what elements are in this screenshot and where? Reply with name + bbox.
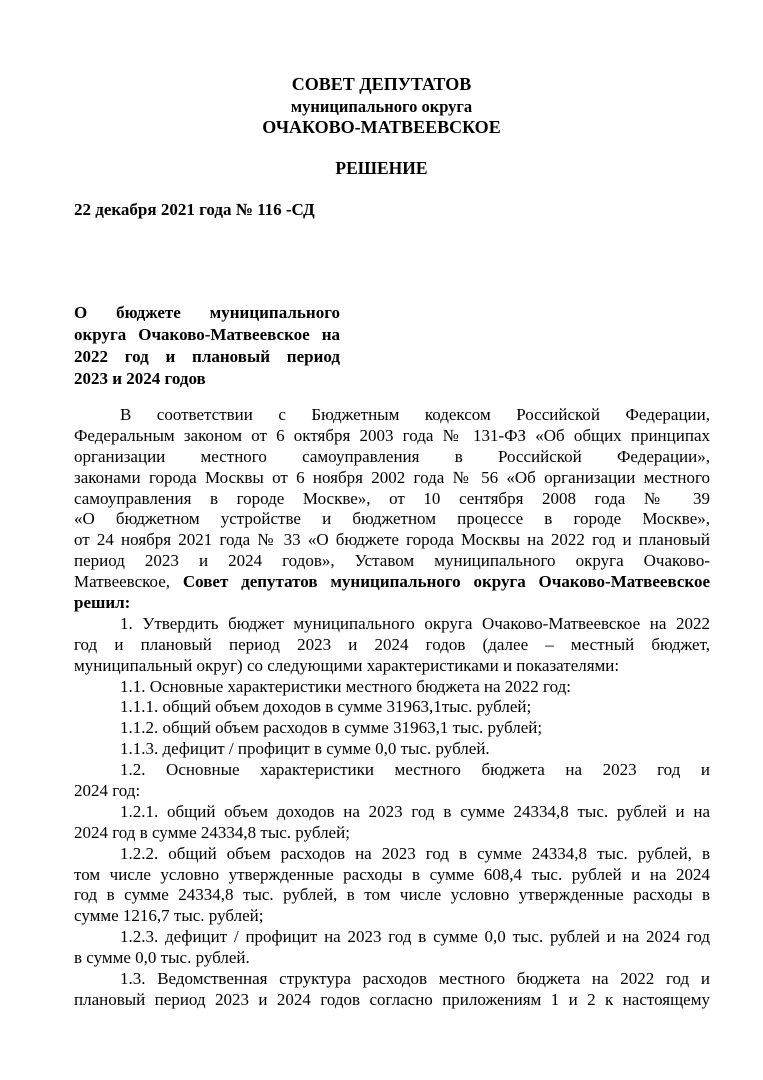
preamble-line: Федеральным законом от 6 октября 2003 года № 131-ФЗ «Об общих принципах [74, 425, 710, 445]
item-1-3-cont: плановый период 2023 и 2024 годов согласно приложениям 1 и 2 к настоящему [74, 989, 710, 1009]
preamble-line: самоуправления в городе Москве», от 10 сентября 2008 года № 39 [74, 488, 710, 508]
item-1-1-2: 1.1.2. общий объем расходов в сумме 31963,1 тыс. рублей; [120, 718, 543, 738]
preamble-line: «О бюджетном устройстве и бюджетном процессе в городе Москве», [74, 509, 710, 529]
item-1-3: 1.3. Ведомственная структура расходов местного бюджета на 2022 год и [120, 969, 710, 989]
preamble-line: период 2023 и 2024 годов», Уставом муниципального округа Очаково- [74, 551, 710, 571]
district-name: ОЧАКОВО-МАТВЕЕВСКОЕ [262, 117, 501, 137]
document-type: РЕШЕНИЕ [335, 158, 428, 178]
preamble-line [74, 572, 710, 593]
item-1-line: 1. Утвердить бюджет муниципального округа Очаково-Матвеевское на 2022 [120, 613, 710, 633]
item-1-2-2-cont: год в сумме 24334,8 тыс. рублей, в том числе условно утвержденные расходы в [74, 885, 710, 905]
council-subtitle: муниципального округа [290, 97, 473, 116]
preamble-line: законами города Москвы от 6 ноября 2002 года № 56 «Об организации местного [74, 467, 710, 487]
item-1-2-3: 1.2.3. дефицит / профицит на 2023 год в сумме 0,0 тыс. рублей и на 2024 год [120, 927, 710, 947]
item-1-1-3: 1.1.3. дефицит / профицит в сумме 0,0 тыс. рублей. [120, 739, 490, 759]
item-1-2-1: 1.2.1. общий объем доходов на 2023 год в сумме 24334,8 тыс. рублей и на [120, 801, 710, 821]
council-title: СОВЕТ ДЕПУТАТОВ [291, 74, 472, 94]
council-name-bold: Совет депутатов муниципального округа Очаково-Матвеевское [182, 572, 710, 592]
item-1-1-1: 1.1.1. общий объем доходов в сумме 31963,1тыс. рублей; [120, 697, 532, 717]
item-1-2-3-cont: в сумме 0,0 тыс. рублей. [74, 948, 250, 968]
item-1-2: 1.2. Основные характеристики местного бюджета на 2023 год и [120, 760, 710, 780]
item-1-line: муниципальный округ) со следующими характеристиками и показателями: [74, 655, 620, 675]
item-1-2-2-cont: сумме 1216,7 тыс. рублей; [74, 906, 264, 926]
subject-line: 2023 и 2024 годов [74, 369, 206, 388]
date-and-number: 22 декабря 2021 года № 116 -СД [74, 200, 315, 219]
item-1-2-1-cont: 2024 год в сумме 24334,8 тыс. рублей; [74, 822, 350, 842]
resolved-label: решил: [74, 593, 131, 613]
preamble-line: от 24 ноября 2021 года № 33 «О бюджете города Москвы на 2022 год и плановый [74, 530, 710, 550]
subject-line: О бюджете муниципального [74, 303, 340, 322]
item-1-2-cont: 2024 год: [74, 781, 141, 801]
item-1-1: 1.1. Основные характеристики местного бюджета на 2022 год: [120, 676, 571, 696]
preamble-line: организации местного самоуправления в Российской Федерации», [74, 446, 710, 466]
item-1-line: год и плановый период 2023 и 2024 годов (далее – местный бюджет, [74, 634, 710, 654]
item-1-2-2-cont: том числе условно утвержденные расходы в сумме 608,4 тыс. рублей и на 2024 [74, 864, 710, 884]
document-subject [74, 302, 340, 390]
subject-line: 2022 год и плановый период [74, 347, 340, 366]
subject-line: округа Очаково-Матвеевское на [74, 325, 340, 344]
preamble-text: Матвеевское, [74, 572, 183, 592]
document-body [74, 405, 710, 1011]
item-1-2-2: 1.2.2. общий объем расходов на 2023 год в сумме 24334,8 тыс. рублей, в [120, 843, 710, 863]
preamble-line: В соответствии с Бюджетным кодексом Российской Федерации, [120, 405, 710, 424]
